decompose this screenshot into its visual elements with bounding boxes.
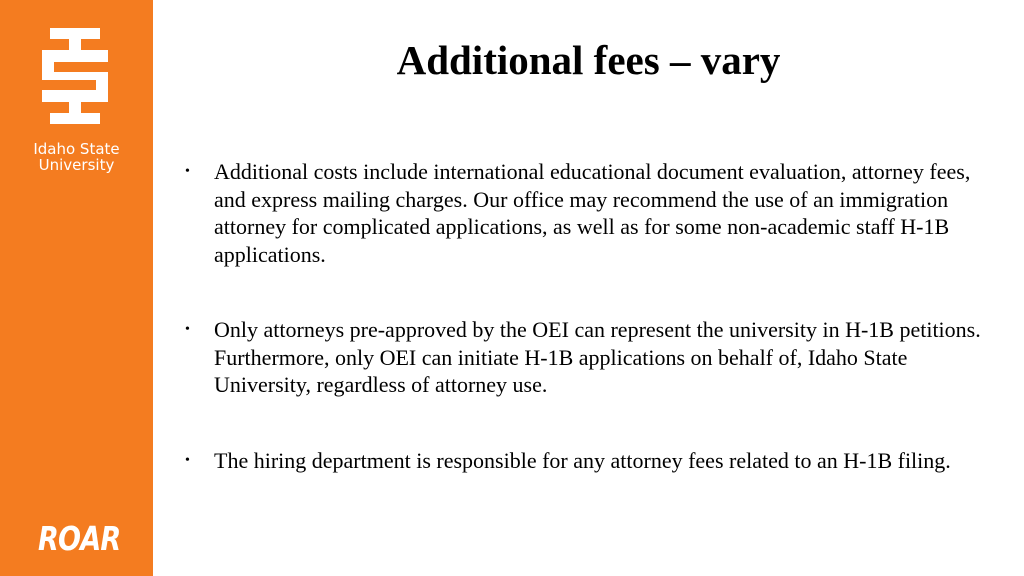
sidebar [0,0,153,576]
bullet-item [183,158,983,268]
bullet-item [183,316,983,399]
bullet-list [183,158,983,522]
brand-name [0,141,153,173]
bullet-text: The hiring department is responsible for any attorney fees related to an H-1B filing. [214,447,951,473]
bullet-text: Additional costs include international educational document evaluation, attorney fees, and express mailing charges. Our office may recommend the use of an immigration attorney for complicated applications, as well as for some non-academic staff H-1B applications. [214,159,971,267]
bullet-item [183,447,983,475]
isu-logo-icon [42,28,108,124]
bullet-dot-icon: • [185,452,190,468]
bullet-text: Only attorneys pre-approved by the OEI can represent the university in H-1B petitions. Furthermore, only OEI can initiate H-1B applications on behalf of, Idaho State University, regardless of attorney use. [214,317,981,397]
bullet-dot-icon: • [185,164,190,179]
brand-line-1: Idaho State [33,140,120,158]
slide-title: Additional fees – vary [396,37,781,83]
roar-logo: ROAR [38,519,121,558]
bullet-dot-icon: • [185,322,190,337]
brand-line-2: University [38,156,115,174]
